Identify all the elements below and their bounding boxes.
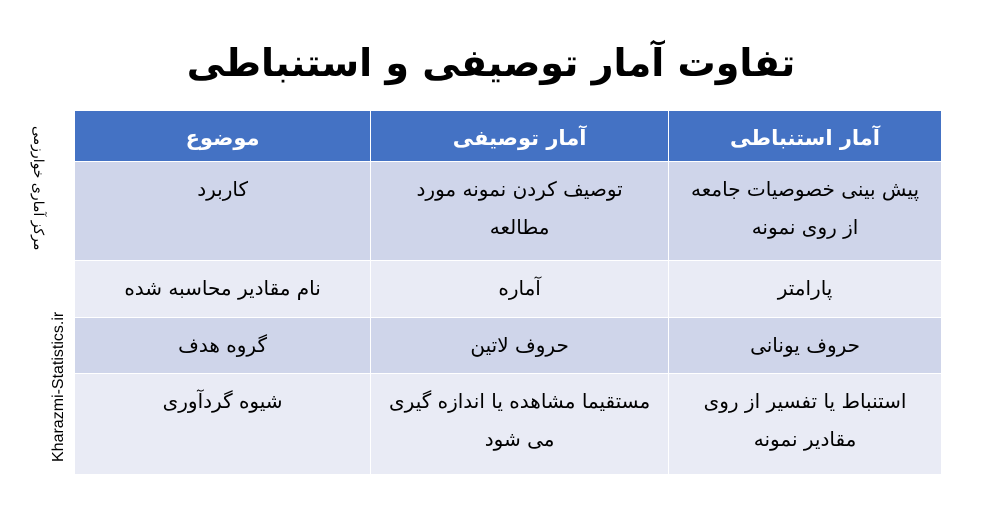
- page-title: تفاوت آمار توصیفی و استنباطی: [186, 41, 796, 85]
- table-row: [75, 318, 942, 374]
- table-row: [75, 261, 942, 318]
- table-cell: استنباط یا تفسیر از روی مقادیر نمونه: [669, 374, 942, 475]
- table-cell: توصیف کردن نمونه مورد مطالعه: [371, 162, 669, 261]
- table-cell: نام مقادیر محاسبه شده: [75, 261, 371, 318]
- table-cell: حروف لاتین: [371, 318, 669, 374]
- comparison-table: [74, 111, 942, 475]
- side-label-persian: مرکز آماری خوارزمی: [30, 126, 46, 251]
- table-header-row: [75, 111, 942, 162]
- side-label-website: Kharazmi-Statistics.ir: [50, 311, 67, 462]
- table-cell: مستقیما مشاهده یا اندازه گیری می شود: [371, 374, 669, 475]
- table-row: [75, 374, 942, 475]
- table-cell: پیش بینی خصوصیات جامعه از روی نمونه: [669, 162, 942, 261]
- header-subject: موضوع: [75, 111, 371, 162]
- table-row: [75, 162, 942, 261]
- table-cell: حروف یونانی: [669, 318, 942, 374]
- header-descriptive: آمار توصیفی: [371, 111, 669, 162]
- table-cell: آماره: [371, 261, 669, 318]
- header-inferential: آمار استنباطی: [669, 111, 942, 162]
- table-cell: گروه هدف: [75, 318, 371, 374]
- table-cell: پارامتر: [669, 261, 942, 318]
- table-cell: کاربرد: [75, 162, 371, 261]
- table-cell: شیوه گردآوری: [75, 374, 371, 475]
